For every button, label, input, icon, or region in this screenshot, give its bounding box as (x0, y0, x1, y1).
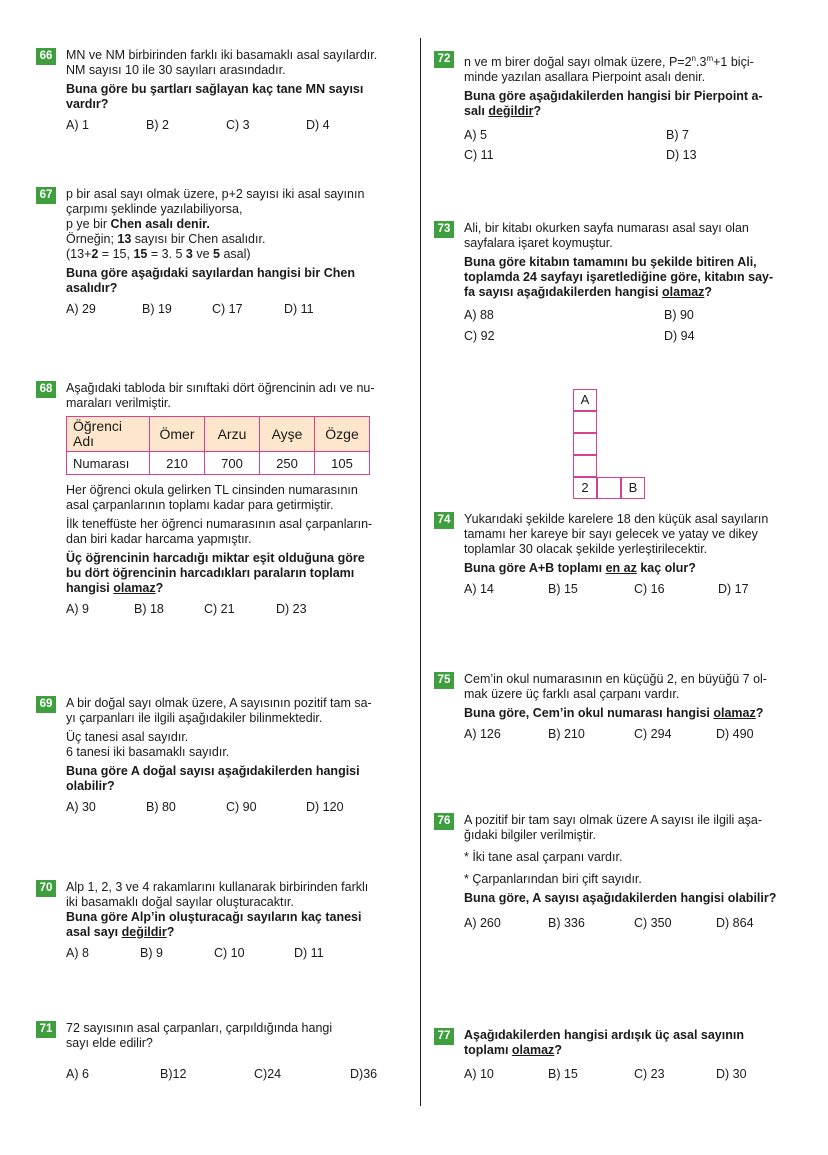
option-c[interactable]: C) 21 (204, 602, 235, 616)
option-d[interactable]: D) 11 (294, 946, 324, 960)
question-number: 73 (434, 221, 454, 238)
question-text: Ali, bir kitabı okurken sayfa numarası asal sayı olan (464, 221, 749, 235)
option-a[interactable]: A) 9 (66, 602, 89, 616)
column-divider (420, 38, 421, 1106)
option-a[interactable]: A) 260 (464, 916, 501, 930)
question-number: 72 (434, 51, 454, 68)
question-text: p ye bir Chen asalı denir. (66, 217, 210, 231)
question-text: Cem’in okul numarasının en küçüğü 2, en büyüğü 7 ol- (464, 672, 767, 686)
question-73 (434, 221, 804, 345)
option-b[interactable]: B) 2 (146, 118, 169, 132)
table-header-row (67, 417, 370, 452)
table-cell: 700 (205, 452, 260, 475)
option-b[interactable]: B) 210 (548, 727, 585, 741)
option-d[interactable]: D) 13 (666, 148, 697, 163)
question-71 (36, 1021, 408, 1083)
question-text: Her öğrenci okula gelirken TL cinsinden numarasının (66, 483, 358, 497)
question-prompt: Üç öğrencinin harcadığı miktar eşit olduğuna göre (66, 551, 365, 565)
question-prompt: toplamı olamaz? (464, 1043, 562, 1057)
question-prompt: Buna göre bu şartları sağlayan kaç tane MN sayısı vardır? (66, 82, 364, 111)
option-b[interactable]: B) 7 (666, 128, 689, 143)
question-text: Aşağıdaki tabloda bir sınıftaki dört öğrencinin adı ve nu- (66, 381, 375, 395)
question-70 (36, 880, 408, 962)
option-a[interactable]: A) 10 (464, 1067, 494, 1081)
grid-cell (573, 433, 597, 455)
question-text: tamamı her kareye bir sayı gelecek ve yatay ve dikey (464, 527, 758, 541)
table-cell: 210 (150, 452, 205, 475)
question-text: sayfalara işaret koymuştur. (464, 236, 613, 250)
question-69 (36, 696, 408, 816)
question-74 (434, 512, 804, 598)
option-b[interactable]: B) 336 (548, 916, 585, 930)
option-a[interactable]: A) 88 (464, 308, 494, 322)
option-c[interactable]: C) 3 (226, 118, 250, 132)
question-text: A bir doğal sayı olmak üzere, A sayısının pozitif tam sa- (66, 696, 372, 710)
question-number: 74 (434, 512, 454, 529)
answer-options (464, 148, 804, 164)
answer-options (464, 128, 804, 144)
question-76 (434, 813, 804, 932)
question-number: 70 (36, 880, 56, 897)
question-prompt: asal sayı değildir? (66, 925, 175, 939)
option-a[interactable]: A) 126 (464, 727, 501, 741)
option-b[interactable]: B)12 (160, 1067, 187, 1081)
grid-cell (573, 411, 597, 433)
question-77 (434, 1028, 804, 1083)
option-c[interactable]: C) 17 (212, 302, 243, 316)
table-row (67, 452, 370, 475)
option-a[interactable]: A) 6 (66, 1067, 89, 1081)
grid-cell-corner: 2 (573, 477, 597, 499)
answer-options (464, 727, 804, 743)
question-67 (36, 187, 408, 318)
option-c[interactable]: C) 11 (464, 148, 494, 163)
table-cell: Ayşe (260, 417, 315, 452)
question-prompt: Buna göre A doğal sayısı aşağıdakilerden hangisi olabilir? (66, 764, 360, 793)
question-text: Alp 1, 2, 3 ve 4 rakamlarını kullanarak birbirinden farklı (66, 880, 369, 894)
option-c[interactable]: C) 10 (214, 946, 245, 960)
question-number: 71 (36, 1021, 56, 1038)
option-d[interactable]: D) 30 (716, 1067, 747, 1081)
table-cell: Öğrenci Adı (67, 417, 150, 452)
question-text: A pozitif bir tam sayı olmak üzere A sayısı ile ilgili aşa- (464, 813, 763, 827)
grid-cell (597, 477, 621, 499)
question-text: * İki tane asal çarpanı vardır. (464, 850, 623, 864)
table-cell: Arzu (205, 417, 260, 452)
answer-options (464, 308, 804, 324)
question-text: Üç tanesi asal sayıdır. (66, 730, 189, 744)
question-text: asal çarpanlarının toplamı kadar para getirmiştir. (66, 498, 334, 512)
answer-options (66, 800, 408, 816)
option-a[interactable]: A) 29 (66, 302, 96, 316)
question-text: çarpımı şeklinde yazılabiliyorsa, (66, 202, 243, 216)
option-b[interactable]: B) 80 (146, 800, 176, 814)
question-text: minde yazılan asallara Pierpoint asalı denir. (464, 70, 706, 85)
option-d[interactable]: D) 864 (716, 916, 754, 930)
grid-cell-a: A (573, 389, 597, 411)
question-prompt: fa sayısı aşağıdakilerden hangisi olamaz? (464, 285, 713, 299)
question-prompt: Buna göre aşağıdakilerden hangisi bir Pierpoint a- (464, 89, 763, 104)
question-text: * Çarpanlarından biri çift sayıdır. (464, 872, 642, 886)
question-text: 6 tanesi iki basamaklı sayıdır. (66, 745, 230, 759)
question-68 (36, 381, 408, 618)
question-text: Yukarıdaki şekilde karelere 18 den küçük asal sayıların (464, 512, 769, 526)
question-text: ğıdaki bilgiler verilmiştir. (464, 828, 596, 842)
question-prompt: hangisi olamaz? (66, 581, 164, 595)
table-cell: Numarası (67, 452, 150, 475)
option-b[interactable]: B) 90 (664, 308, 694, 322)
option-d[interactable]: D)36 (350, 1067, 378, 1081)
question-text: n ve m birer doğal sayı olmak üzere, $P=2^n.3^m+1$ biçi- (464, 54, 754, 70)
question-prompt: salı değildir? (464, 104, 542, 119)
question-number: 68 (36, 381, 56, 398)
option-d[interactable]: D) 23 (276, 602, 307, 616)
question-text: MN ve NM birbirinden farklı iki basamaklı asal sayılardır. (66, 48, 378, 62)
question-text: sayı elde edilir? (66, 1036, 153, 1050)
answer-options (464, 582, 804, 598)
answer-options (464, 1067, 804, 1083)
option-a[interactable]: A) 30 (66, 800, 96, 814)
question-prompt: toplamda 24 sayfayı işaretlediğine göre, kitabın say- (464, 270, 774, 284)
question-text: iki basamaklı doğal sayılar oluşturacaktır. (66, 895, 294, 909)
question-text: Örneğin; 13 sayısı bir Chen asalıdır. (66, 232, 266, 246)
option-c[interactable]: C)24 (254, 1067, 282, 1081)
question-text: dan biri kadar harcama yapmıştır. (66, 532, 252, 546)
option-b[interactable]: B) 19 (142, 302, 172, 316)
question-66 (36, 48, 408, 134)
question-prompt: Buna göre, A sayısı aşağıdakilerden hangisi olabilir? (464, 891, 777, 905)
option-c[interactable]: C) 23 (634, 1067, 665, 1081)
option-b[interactable]: B) 18 (134, 602, 164, 616)
answer-options (464, 329, 804, 345)
answer-options (464, 916, 804, 932)
student-table (66, 416, 370, 475)
question-prompt: Buna göre kitabın tamamını bu şekilde bitiren Ali, (464, 255, 757, 269)
table-cell: 250 (260, 452, 315, 475)
number-grid-figure (573, 389, 645, 502)
question-prompt: bu dört öğrencinin harcadıkları paraların toplamı (66, 566, 355, 580)
option-c[interactable]: C) 350 (634, 916, 672, 930)
table-cell: Özge (315, 417, 370, 452)
question-text: NM sayısı 10 ile 30 sayıları arasındadır. (66, 63, 286, 77)
option-d[interactable]: D) 11 (284, 302, 314, 316)
table-cell: 105 (315, 452, 370, 475)
question-number: 66 (36, 48, 56, 65)
question-text: p bir asal sayı olmak üzere, p+2 sayısı iki asal sayının (66, 187, 365, 201)
question-text: toplamlar 30 olacak şekilde yerleştirilecektir. (464, 542, 708, 556)
question-text: İlk teneffüste her öğrenci numarasının asal çarpanların- (66, 517, 373, 531)
option-d[interactable]: D) 4 (306, 118, 330, 132)
question-prompt: Aşağıdakilerden hangisi ardışık üç asal sayının (464, 1028, 744, 1042)
option-c[interactable]: C) 16 (634, 582, 665, 596)
question-text: maraları verilmiştir. (66, 396, 171, 410)
grid-cell-b: B (621, 477, 645, 499)
grid-cell (573, 455, 597, 477)
question-prompt: Buna göre Alp’in oluşturacağı sayıların kaç tanesi (66, 910, 362, 924)
question-prompt: Buna göre, Cem’in okul numarası hangisi olamaz? (464, 706, 764, 720)
question-number: 67 (36, 187, 56, 204)
answer-options (66, 118, 408, 134)
question-text: mak üzere üç farklı asal çarpanı vardır. (464, 687, 680, 701)
answer-options (66, 1067, 408, 1083)
answer-options (66, 302, 408, 318)
option-d[interactable]: D) 17 (718, 582, 749, 596)
answer-options (66, 602, 408, 618)
question-number: 76 (434, 813, 454, 830)
option-d[interactable]: D) 120 (306, 800, 344, 814)
question-number: 69 (36, 696, 56, 713)
question-prompt: Buna göre aşağıdaki sayılardan hangisi bir Chen asalıdır? (66, 266, 355, 295)
table-cell: Ömer (150, 417, 205, 452)
option-b[interactable]: B) 9 (140, 946, 163, 960)
option-a[interactable]: A) 5 (464, 128, 487, 143)
option-d[interactable]: D) 94 (664, 329, 695, 343)
option-a[interactable]: A) 8 (66, 946, 89, 960)
option-d[interactable]: D) 490 (716, 727, 754, 741)
question-text: (13+2 = 15, 15 = 3. 5 3 ve 5 asal) (66, 247, 251, 261)
answer-options (66, 946, 408, 962)
question-text: 72 sayısının asal çarpanları, çarpıldığında hangi (66, 1021, 333, 1035)
option-a[interactable]: A) 14 (464, 582, 494, 596)
option-c[interactable]: C) 294 (634, 727, 672, 741)
question-number: 75 (434, 672, 454, 689)
question-prompt: Buna göre A+B toplamı en az kaç olur? (464, 561, 696, 575)
option-b[interactable]: B) 15 (548, 1067, 578, 1081)
question-72 (434, 51, 804, 164)
option-b[interactable]: B) 15 (548, 582, 578, 596)
question-75 (434, 672, 804, 743)
question-text: yı çarpanları ile ilgili aşağıdakiler bilinmektedir. (66, 711, 323, 725)
question-number: 77 (434, 1028, 454, 1045)
option-c[interactable]: C) 92 (464, 329, 495, 343)
option-c[interactable]: C) 90 (226, 800, 257, 814)
option-a[interactable]: A) 1 (66, 118, 89, 132)
